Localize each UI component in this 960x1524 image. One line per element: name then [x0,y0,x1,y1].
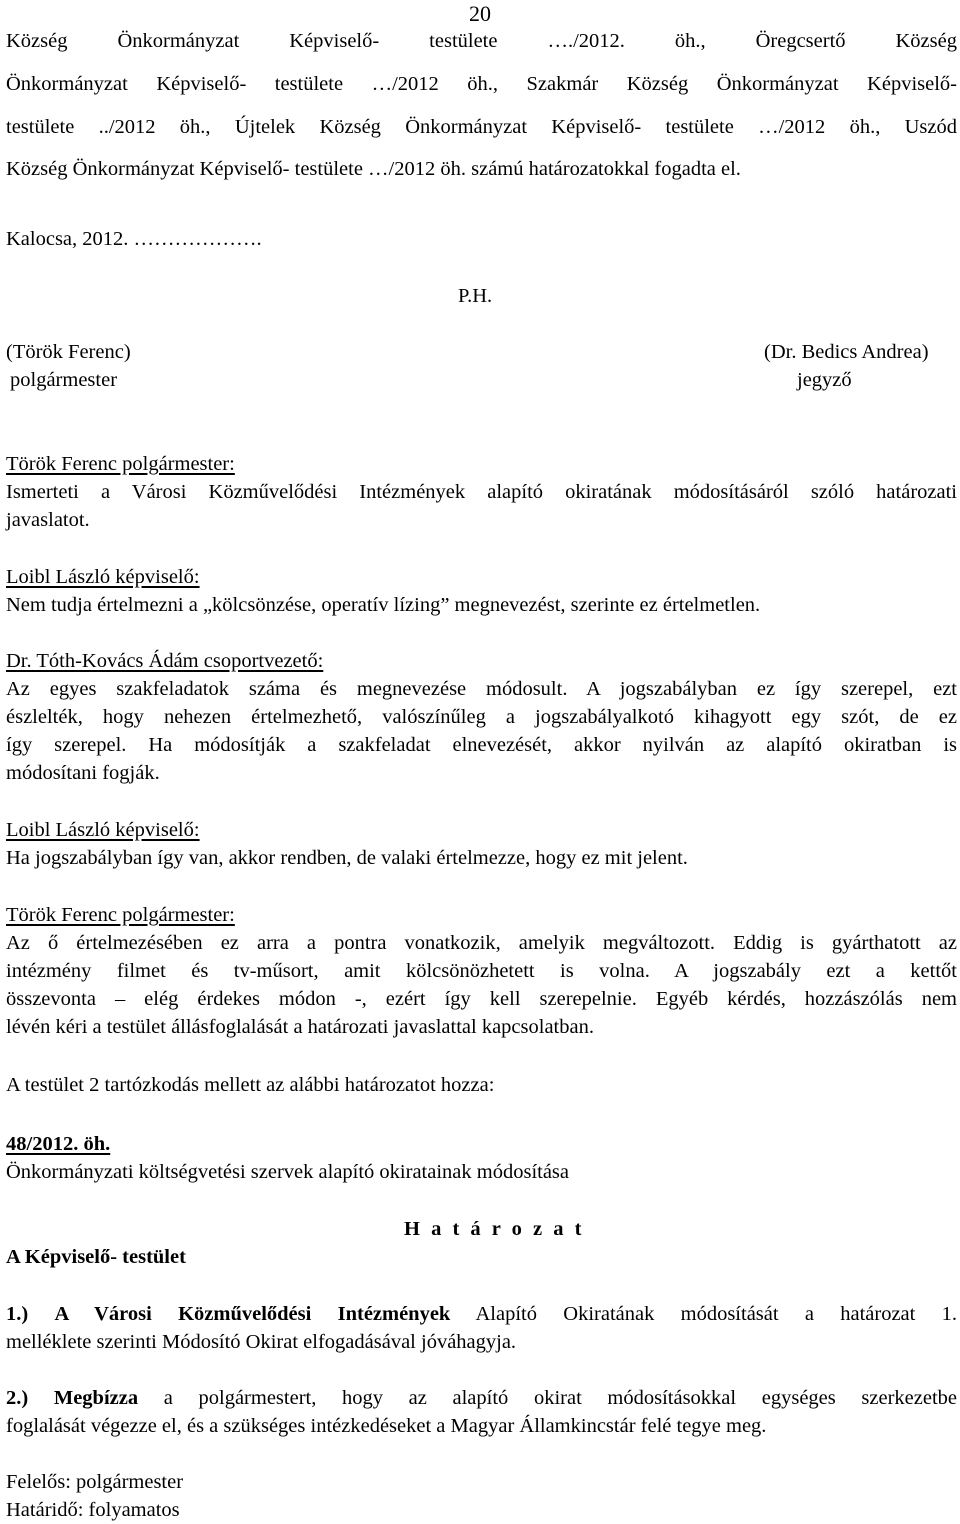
block-1-line-1: Ismerteti a Városi Közművelődési Intézmények alapító okiratának módosításáról szóló határozati [6,481,957,503]
signature-left-title: polgármester [10,369,118,391]
speaker-label: Loibl László képviselő: [6,819,200,841]
block-5-line-4: lévén kéri a testület állásfoglalását a határozati javaslattal kapcsolatban. [6,1016,594,1038]
speaker-label: Dr. Tóth-Kovács Ádám csoportvezető: [6,650,324,672]
ph-stamp-label: P.H. [458,285,493,307]
resolution-heading: H a t á r o z a t [404,1218,585,1240]
resolution-body-label: A Képviselő- testület [6,1246,186,1268]
block-1-line-2: javaslatot. [6,509,90,531]
resolution-point-1-line-2: melléklete szerinti Módosító Okirat elfogadásával jóváhagyja. [6,1331,517,1353]
responsible: Felelős: polgármester [6,1471,184,1493]
page-number: 20 [469,1,491,26]
resolution-point-1: 1.) A Városi Közművelődési Intézmények Alapító Okiratának módosítását a határozat 1. [6,1303,958,1325]
speaker-label: Török Ferenc polgármester: [6,904,235,926]
block-5-line-1: Az ő értelmezésében ez arra a pontra vonatkozik, amelyik megváltozott. Eddig is gyárthatott az [6,932,957,954]
intro-line-2: Önkormányzat Képviselő- testülete …/2012 öh., Szakmár Község Önkormányzat Képviselő- [6,73,957,95]
resolution-point-2: 2.) Megbízza a polgármestert, hogy az alapító okirat módosításokkal egységes szerkezetbe [6,1387,958,1409]
resolution-number: 48/2012. öh. [6,1133,111,1155]
block-3-line-1: Az egyes szakfeladatok száma és megnevezése módosult. A jogszabályban ez így szerepel, ezt [6,678,957,700]
signature-right-title: jegyző [797,369,852,391]
place-date: Kalocsa, 2012. ………………. [6,228,262,250]
block-4-line-1: Ha jogszabályban így van, akkor rendben, de valaki értelmezze, hogy ez mit jelent. [6,847,688,869]
resolution-point-2-line-2: foglalását végezze el, és a szükséges intézkedéseket a Magyar Államkincstár felé tegye meg. [6,1415,767,1437]
intro-line-4: Község Önkormányzat Képviselő- testülete …/2012 öh. számú határozatokkal fogadta el. [6,158,741,180]
resolution-subject: Önkormányzati költségvetési szervek alapító okiratainak módosítása [6,1161,570,1183]
block-3-line-2: észlelték, hogy nehezen értelmezhető, valószínűleg a jogszabályalkotó kihagyott egy szót, de ez [6,706,957,728]
vote-statement: A testület 2 tartózkodás mellett az alábbi határozatot hozza: [6,1074,495,1096]
block-3-line-4: módosítani fogják. [6,762,160,784]
block-5-line-2: intézmény filmet és tv-műsort, amit kölcsönözhetett is volna. A jogszabály ezt a kettőt [6,960,957,982]
block-2-line-1: Nem tudja értelmezni a „kölcsönzése, operatív lízing” megnevezést, szerinte ez értelmetlen. [6,594,761,616]
signature-right-name: (Dr. Bedics Andrea) [764,341,929,363]
intro-line-3: testülete ../2012 öh., Újtelek Község Önkormányzat Képviselő- testülete …/2012 öh., Uszód [6,116,957,138]
deadline: Határidő: folyamatos [6,1499,180,1521]
intro-line-1: Község Önkormányzat Képviselő- testülete …./2012. öh., Öregcsertő Község [6,30,957,52]
speaker-label: Török Ferenc polgármester: [6,453,235,475]
block-3-line-3: így szerepel. Ha módosítják a szakfeladat elnevezését, akkor nyilván az alapító okiratban is [6,734,957,756]
signature-left-name: (Török Ferenc) [6,341,131,363]
block-5-line-3: összevonta – elég érdekes módon -, ezért így kell szerepelnie. Egyéb kérdés, hozzászólás nem [6,988,957,1010]
speaker-label: Loibl László képviselő: [6,566,200,588]
